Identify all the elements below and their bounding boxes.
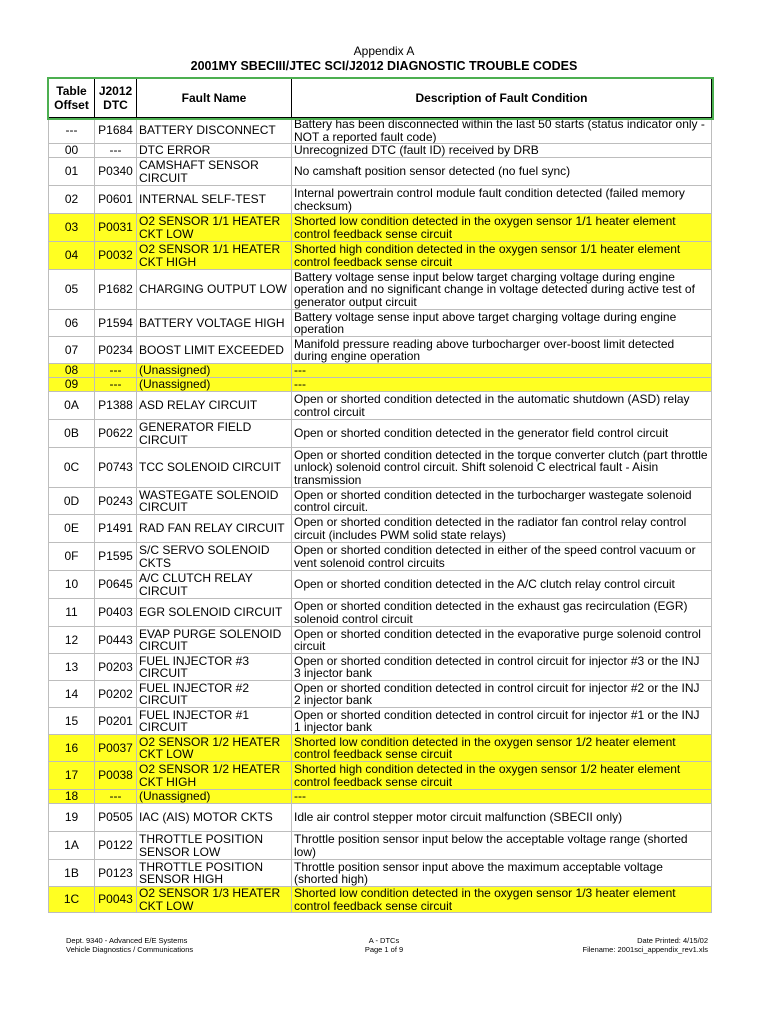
cell-dtc-code: P0243	[95, 488, 137, 515]
cell-dtc-code: P1684	[95, 118, 137, 144]
cell-dtc-code: P1388	[95, 392, 137, 420]
cell-description: Shorted low condition detected in the oxygen sensor 1/2 heater element control feedback sense circuit	[292, 735, 712, 762]
table-row	[49, 681, 712, 708]
cell-description: Shorted low condition detected in the oxygen sensor 1/3 heater element control feedback sense circuit	[292, 887, 712, 913]
table-row	[49, 118, 712, 144]
header-table-offset: Table Offset	[49, 79, 95, 118]
cell-fault-name: BATTERY DISCONNECT	[137, 118, 292, 144]
footer-group: Vehicle Diagnostics / Communications	[66, 945, 194, 954]
table-row	[49, 158, 712, 186]
cell-fault-name: DTC ERROR	[137, 144, 292, 158]
cell-description: Idle air control stepper motor circuit malfunction (SBECII only)	[292, 804, 712, 832]
table-row	[49, 144, 712, 158]
cell-table-offset: 02	[49, 186, 95, 214]
cell-fault-name: ASD RELAY CIRCUIT	[137, 392, 292, 420]
cell-dtc-code: P0622	[95, 420, 137, 448]
cell-table-offset: 17	[49, 762, 95, 790]
cell-description: Battery voltage sense input below target charging voltage during engine operation and no significant change in voltage detected during active test of generator output circuit	[292, 270, 712, 310]
cell-table-offset: 0E	[49, 515, 95, 543]
cell-table-offset: 18	[49, 790, 95, 804]
cell-fault-name: O2 SENSOR 1/2 HEATER CKT LOW	[137, 735, 292, 762]
cell-fault-name: O2 SENSOR 1/3 HEATER CKT LOW	[137, 887, 292, 913]
cell-fault-name: S/C SERVO SOLENOID CKTS	[137, 543, 292, 571]
cell-fault-name: EVAP PURGE SOLENOID CIRCUIT	[137, 627, 292, 654]
cell-description: Open or shorted condition detected in the generator field control circuit	[292, 420, 712, 448]
cell-table-offset: 1B	[49, 860, 95, 887]
table-row	[49, 860, 712, 887]
cell-fault-name: FUEL INJECTOR #1 CIRCUIT	[137, 708, 292, 735]
cell-dtc-code: P0038	[95, 762, 137, 790]
cell-fault-name: O2 SENSOR 1/2 HEATER CKT HIGH	[137, 762, 292, 790]
table-row	[49, 378, 712, 392]
table-header	[49, 79, 712, 118]
cell-description: Open or shorted condition detected in control circuit for injector #2 or the INJ 2 injector bank	[292, 681, 712, 708]
table-row	[49, 515, 712, 543]
cell-fault-name: THROTTLE POSITION SENSOR HIGH	[137, 860, 292, 887]
cell-description: Open or shorted condition detected in the turbocharger wastegate solenoid control circuit.	[292, 488, 712, 515]
cell-fault-name: BOOST LIMIT EXCEEDED	[137, 337, 292, 364]
cell-description: Open or shorted condition detected in the torque converter clutch (part throttle unlock) solenoid control circuit. Shift solenoid C electrical fault - Aisin transmission	[292, 448, 712, 488]
cell-description: Shorted high condition detected in the oxygen sensor 1/1 heater element control feedback sense circuit	[292, 242, 712, 270]
cell-table-offset: 0C	[49, 448, 95, 488]
cell-description: Internal powertrain control module fault condition detected (failed memory checksum)	[292, 186, 712, 214]
table-row	[49, 627, 712, 654]
cell-table-offset: 16	[49, 735, 95, 762]
cell-dtc-code: ---	[95, 378, 137, 392]
cell-description: Shorted high condition detected in the oxygen sensor 1/2 heater element control feedback sense circuit	[292, 762, 712, 790]
cell-dtc-code: ---	[95, 790, 137, 804]
cell-table-offset: 0D	[49, 488, 95, 515]
cell-description: ---	[292, 790, 712, 804]
cell-fault-name: INTERNAL SELF-TEST	[137, 186, 292, 214]
footer-right	[583, 936, 709, 954]
cell-dtc-code: P0037	[95, 735, 137, 762]
footer-page-number: Page 1 of 9	[364, 945, 404, 954]
cell-dtc-code: P0403	[95, 599, 137, 627]
cell-description: Battery has been disconnected within the last 50 starts (status indicator only - NOT a reported fault code)	[292, 118, 712, 144]
cell-table-offset: 0A	[49, 392, 95, 420]
cell-table-offset: 04	[49, 242, 95, 270]
cell-description: Open or shorted condition detected in the exhaust gas recirculation (EGR) solenoid control circuit	[292, 599, 712, 627]
cell-fault-name: (Unassigned)	[137, 378, 292, 392]
cell-description: Open or shorted condition detected in the radiator fan control relay control circuit (includes PWM solid state relays)	[292, 515, 712, 543]
table-row	[49, 242, 712, 270]
header-row	[49, 79, 712, 118]
cell-dtc-code: P0122	[95, 832, 137, 860]
table-row	[49, 310, 712, 337]
table-row	[49, 488, 712, 515]
cell-description: No camshaft position sensor detected (no fuel sync)	[292, 158, 712, 186]
cell-dtc-code: P1594	[95, 310, 137, 337]
cell-fault-name: EGR SOLENOID CIRCUIT	[137, 599, 292, 627]
cell-description: Throttle position sensor input above the maximum acceptable voltage (shorted high)	[292, 860, 712, 887]
cell-dtc-code: P0234	[95, 337, 137, 364]
cell-description: Open or shorted condition detected in the automatic shutdown (ASD) relay control circuit	[292, 392, 712, 420]
header-description: Description of Fault Condition	[292, 79, 712, 118]
table-row	[49, 599, 712, 627]
footer-section: A - DTCs	[368, 936, 400, 945]
cell-description: Shorted low condition detected in the oxygen sensor 1/1 heater element control feedback sense circuit	[292, 214, 712, 242]
cell-dtc-code: P0645	[95, 571, 137, 599]
cell-fault-name: CHARGING OUTPUT LOW	[137, 270, 292, 310]
cell-description: ---	[292, 364, 712, 378]
cell-dtc-code: P0203	[95, 654, 137, 681]
cell-dtc-code: P0601	[95, 186, 137, 214]
cell-table-offset: 0F	[49, 543, 95, 571]
cell-dtc-code: P0032	[95, 242, 137, 270]
table-row	[49, 708, 712, 735]
cell-description: Unrecognized DTC (fault ID) received by DRB	[292, 144, 712, 158]
table-row	[49, 735, 712, 762]
cell-fault-name: RAD FAN RELAY CIRCUIT	[137, 515, 292, 543]
cell-fault-name: O2 SENSOR 1/1 HEATER CKT LOW	[137, 214, 292, 242]
cell-description: Battery voltage sense input above target charging voltage during engine operation	[292, 310, 712, 337]
cell-description: Open or shorted condition detected in either of the speed control vacuum or vent solenoid control circuits	[292, 543, 712, 571]
cell-table-offset: 10	[49, 571, 95, 599]
cell-table-offset: 12	[49, 627, 95, 654]
table-row	[49, 186, 712, 214]
table-row	[49, 571, 712, 599]
cell-table-offset: 0B	[49, 420, 95, 448]
cell-table-offset: 15	[49, 708, 95, 735]
table-row	[49, 448, 712, 488]
cell-table-offset: 07	[49, 337, 95, 364]
table-row	[49, 804, 712, 832]
cell-table-offset: 14	[49, 681, 95, 708]
cell-dtc-code: P0043	[95, 887, 137, 913]
cell-table-offset: 13	[49, 654, 95, 681]
cell-dtc-code: P1595	[95, 543, 137, 571]
table-row	[49, 337, 712, 364]
cell-table-offset: 11	[49, 599, 95, 627]
appendix-label: Appendix A	[353, 44, 415, 58]
cell-fault-name: GENERATOR FIELD CIRCUIT	[137, 420, 292, 448]
cell-fault-name: FUEL INJECTOR #2 CIRCUIT	[137, 681, 292, 708]
cell-table-offset: 19	[49, 804, 95, 832]
table-row	[49, 543, 712, 571]
cell-description: Manifold pressure reading above turbocharger over-boost limit detected during engine operation	[292, 337, 712, 364]
cell-fault-name: BATTERY VOLTAGE HIGH	[137, 310, 292, 337]
cell-description: Throttle position sensor input below the acceptable voltage range (shorted low)	[292, 832, 712, 860]
cell-dtc-code: P1491	[95, 515, 137, 543]
cell-dtc-code: P0202	[95, 681, 137, 708]
cell-description: Open or shorted condition detected in control circuit for injector #1 or the INJ 1 injector bank	[292, 708, 712, 735]
cell-description: Open or shorted condition detected in the A/C clutch relay control circuit	[292, 571, 712, 599]
cell-description: Open or shorted condition detected in control circuit for injector #3 or the INJ 3 injector bank	[292, 654, 712, 681]
table-row	[49, 214, 712, 242]
table-row	[49, 420, 712, 448]
cell-table-offset: 1C	[49, 887, 95, 913]
cell-fault-name: IAC (AIS) MOTOR CKTS	[137, 804, 292, 832]
cell-dtc-code: P0201	[95, 708, 137, 735]
document-title: 2001MY SBECIII/JTEC SCI/J2012 DIAGNOSTIC TROUBLE CODES	[190, 59, 578, 73]
cell-table-offset: 08	[49, 364, 95, 378]
cell-fault-name: (Unassigned)	[137, 364, 292, 378]
cell-fault-name: A/C CLUTCH RELAY CIRCUIT	[137, 571, 292, 599]
cell-table-offset: 03	[49, 214, 95, 242]
cell-table-offset: ---	[49, 118, 95, 144]
table-row	[49, 654, 712, 681]
cell-fault-name: THROTTLE POSITION SENSOR LOW	[137, 832, 292, 860]
cell-dtc-code: P0123	[95, 860, 137, 887]
cell-fault-name: CAMSHAFT SENSOR CIRCUIT	[137, 158, 292, 186]
cell-fault-name: WASTEGATE SOLENOID CIRCUIT	[137, 488, 292, 515]
footer-filename: Filename: 2001sci_appendix_rev1.xls	[582, 945, 708, 954]
cell-table-offset: 05	[49, 270, 95, 310]
table-row	[49, 790, 712, 804]
header-fault-name: Fault Name	[137, 79, 292, 118]
cell-dtc-code: ---	[95, 144, 137, 158]
cell-dtc-code: ---	[95, 364, 137, 378]
cell-fault-name: O2 SENSOR 1/1 HEATER CKT HIGH	[137, 242, 292, 270]
cell-fault-name: FUEL INJECTOR #3 CIRCUIT	[137, 654, 292, 681]
table-row	[49, 762, 712, 790]
cell-dtc-code: P0505	[95, 804, 137, 832]
cell-table-offset: 00	[49, 144, 95, 158]
cell-description: ---	[292, 378, 712, 392]
footer-date-printed: Date Printed: 4/15/02	[637, 936, 708, 945]
cell-fault-name: TCC SOLENOID CIRCUIT	[137, 448, 292, 488]
footer-dept: Dept. 9340 - Advanced E/E Systems	[66, 936, 188, 945]
header-j2012-dtc: J2012 DTC	[95, 79, 137, 118]
table-row	[49, 392, 712, 420]
cell-dtc-code: P0031	[95, 214, 137, 242]
cell-table-offset: 01	[49, 158, 95, 186]
table-row	[49, 364, 712, 378]
table-row	[49, 270, 712, 310]
cell-table-offset: 09	[49, 378, 95, 392]
table-row	[49, 832, 712, 860]
cell-dtc-code: P0443	[95, 627, 137, 654]
cell-dtc-code: P0743	[95, 448, 137, 488]
cell-table-offset: 1A	[49, 832, 95, 860]
dtc-table	[48, 78, 712, 913]
cell-table-offset: 06	[49, 310, 95, 337]
cell-dtc-code: P1682	[95, 270, 137, 310]
cell-dtc-code: P0340	[95, 158, 137, 186]
cell-description: Open or shorted condition detected in the evaporative purge solenoid control circuit	[292, 627, 712, 654]
cell-fault-name: (Unassigned)	[137, 790, 292, 804]
table-body	[49, 118, 712, 913]
table-row	[49, 887, 712, 913]
